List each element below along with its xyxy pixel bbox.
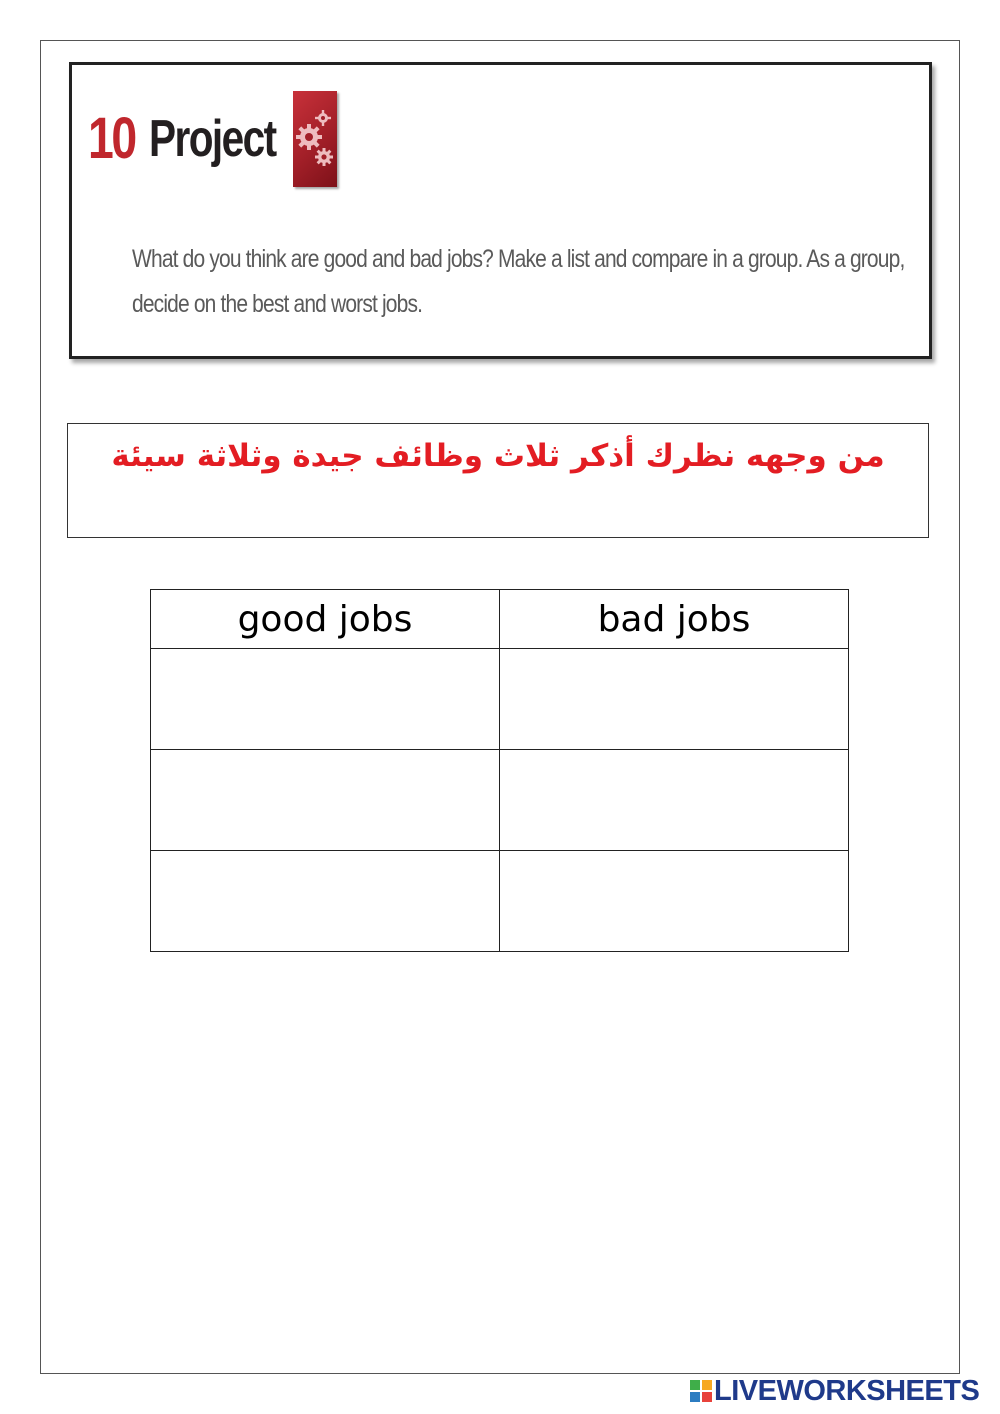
project-box [69,62,932,359]
bad-job-answer-cell[interactable] [500,649,849,750]
gears-icon [293,91,337,187]
table-header-row [151,590,849,649]
liveworksheets-brand [690,1374,979,1408]
table-row [151,750,849,851]
project-heading [88,89,337,189]
arabic-instruction-box [67,423,929,538]
table-row [151,649,849,750]
arabic-instruction: من وجهه نظرك أذكر ثلاث وظائف جيدة وثلاثة سيئة [111,438,885,474]
bad-job-answer-cell[interactable] [500,851,849,952]
good-jobs-header: good jobs [151,590,500,649]
good-job-answer-cell[interactable] [151,649,500,750]
jobs-table [150,589,849,952]
bad-job-answer-cell[interactable] [500,750,849,851]
table-row [151,851,849,952]
bad-jobs-header: bad jobs [500,590,849,649]
good-job-answer-cell[interactable] [151,750,500,851]
liveworksheets-logo-icon [690,1380,712,1402]
good-job-answer-cell[interactable] [151,851,500,952]
brand-text: LIVEWORKSHEETS [714,1374,980,1407]
project-number: 10 [88,106,135,171]
project-instruction: What do you think are good and bad jobs? Make a list and compare in a group. As a group, decide on the best and worst jobs. [132,245,905,318]
project-title: Project [148,110,276,168]
